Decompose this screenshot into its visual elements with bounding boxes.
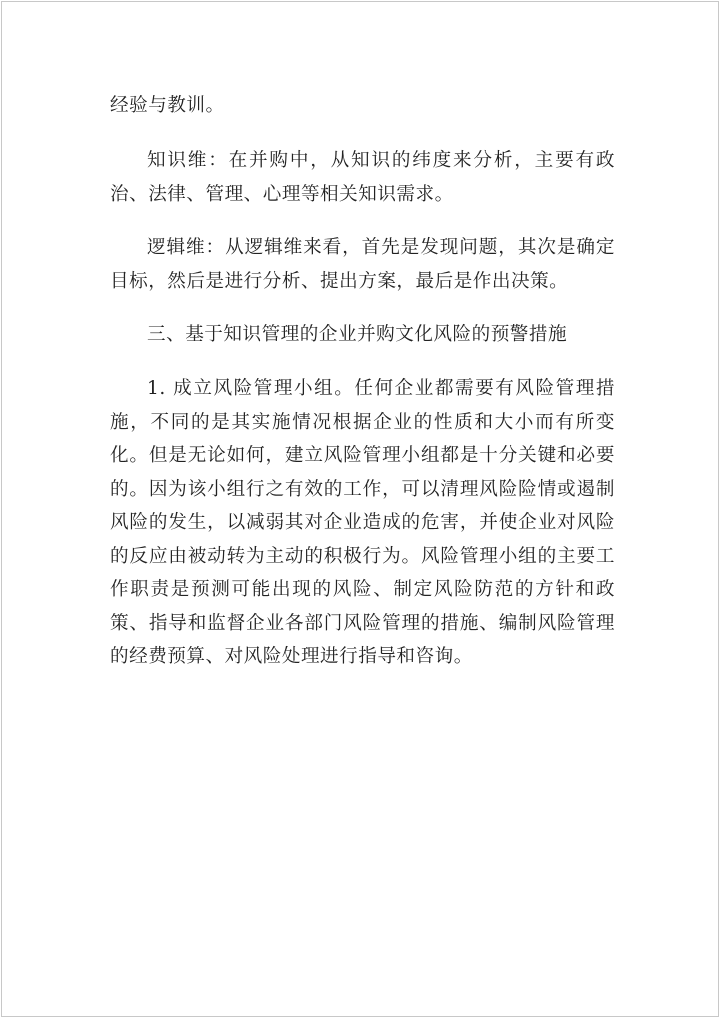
paragraph-continuation — [110, 89, 615, 123]
paragraph-knowledge-dimension — [110, 144, 615, 211]
paragraph-text: 知识维：在并购中，从知识的纬度来分析，主要有政治、法律、管理、心理等相关知识需求。 — [110, 150, 615, 205]
paragraph-text: 逻辑维：从逻辑维来看，首先是发现问题，其次是确定目标，然后是进行分析、提出方案，最后是作出决策。 — [110, 237, 615, 292]
paragraph-logic-dimension — [110, 231, 615, 298]
document-page — [1, 1, 719, 1017]
paragraph-risk-group — [110, 372, 615, 674]
paragraph-text: 1. 成立风险管理小组。任何企业都需要有风险管理措施，不同的是其实施情况根据企业的性质和大小而有所变化。但是无论如何，建立风险管理小组都是十分关键和必要的。因为该小组行之有效的工作，可以清理风险险情或遏制风险的发生，以减弱其对企业造成的危害，并使企业对风险的反应由被动转为主动的积极行为。风险管理小组的主要工作职责是预测可能出现的风险、制定风险防范的方针和政策、指导和监督企业各部门风险管理的措施、编制风险管理的经费预算、对风险处理进行指导和咨询。 — [110, 378, 615, 667]
paragraph-text: 经验与教训。 — [110, 95, 225, 116]
section-heading — [110, 318, 615, 352]
heading-text: 三、基于知识管理的企业并购文化风险的预警措施 — [147, 324, 568, 345]
